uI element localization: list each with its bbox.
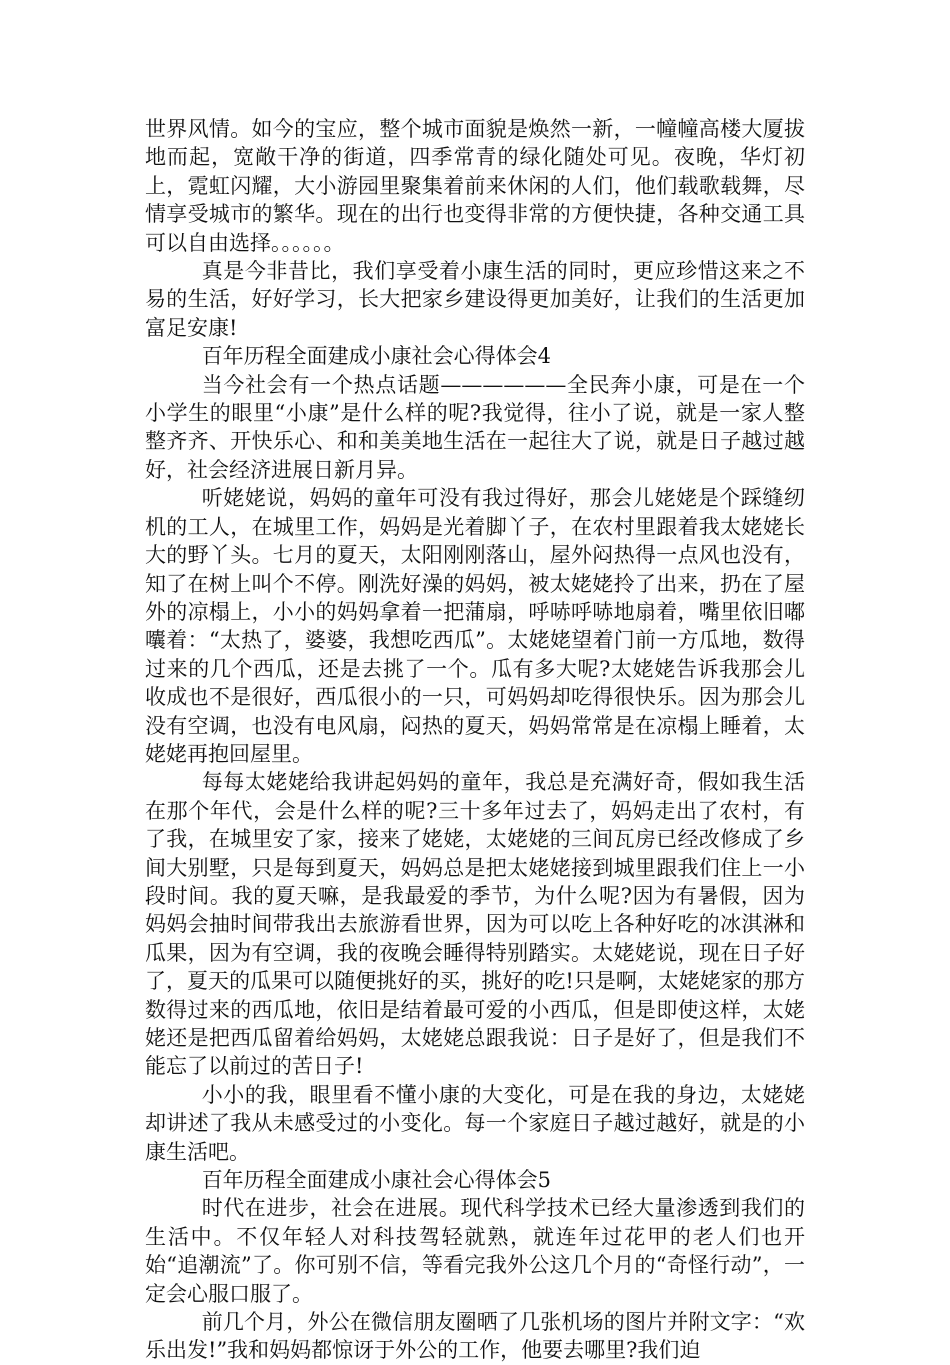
paragraph-mother-childhood: 听姥姥说，妈妈的童年可没有我过得好，那会儿姥姥是个踩缝纫机的工人，在城里工作，妈妈是光着脚丫子，在农村里跟着我太姥姥长大的野丫头。七月的夏天，太阳刚刚落山，屋外闷热得一点风也没有，知了在树上叫个不停。刚洗好澡的妈妈，被太姥姥拎了出来，扔在了屋外的凉榻上，小小的妈妈拿着一把蒲扇，呼哧呼哧地扇着，嘴里依旧嘟囔着：“太热了，婆婆，我想吃西瓜”。太姥姥望着门前一方瓜地，数得过来的几个西瓜，还是去挑了一个。瓜有多大呢?太姥姥告诉我那会儿收成也不是很好，西瓜很小的一只，可妈妈却吃得很快乐。因为那会儿没有空调，也没有电风扇，闷热的夏天，妈妈常常是在凉榻上睡着，太姥姥再抱回屋里。 (145, 486, 805, 766)
paragraph-hot-topic: 当今社会有一个热点话题——————全民奔小康，可是在一个小学生的眼里“小康”是什么样的呢?我觉得，往小了说，就是一家人整整齐齐、开快乐心、和和美美地生活在一起往大了说，就是日子越过越好，社会经济进展日新月异。 (145, 372, 805, 482)
section-heading-5: 百年历程全面建成小康社会心得体会5 (201, 1168, 552, 1193)
document-body (145, 115, 805, 1365)
paragraph-my-summer: 每每太姥姥给我讲起妈妈的童年，我总是充满好奇，假如我生活在那个年代，会是什么样的呢?三十多年过去了，妈妈走出了农村，有了我，在城里安了家，接来了姥姥，太姥姥的三间瓦房已经改修成了乡间大别墅，只是每到夏天，妈妈总是把太姥姥接到城里跟我们住上一小段时间。我的夏天嘛，是我最爱的季节，为什么呢?因为有暑假，因为妈妈会抽时间带我出去旅游看世界，因为可以吃上各种好吃的冰淇淋和瓜果，因为有空调，我的夜晚会睡得特别踏实。太姥姥说，现在日子好了，夏天的瓜果可以随便挑好的买，挑好的吃!只是啊，太姥姥家的那方数得过来的西瓜地，依旧是结着最可爱的小西瓜，但是即使这样，太姥姥还是把西瓜留着给妈妈，太姥姥总跟我说：日子是好了，但是我们不能忘了以前过的苦日子! (145, 770, 805, 1079)
paragraph-times-progress: 时代在进步，社会在进展。现代科学技术已经大量渗透到我们的生活中。不仅年轻人对科技驾轻就熟，就连年过花甲的老人们也开始“追潮流”了。你可别不信，等看完我外公这几个月的“奇怪行动”，一定会心服口服了。 (145, 1196, 805, 1306)
paragraph-small-changes: 小小的我，眼里看不懂小康的大变化，可是在我的身边，太姥姥却讲述了我从未感受过的小变化。每一个家庭日子越过越好，就是的小康生活吧。 (145, 1082, 805, 1164)
section-heading-4: 百年历程全面建成小康社会心得体会4 (201, 344, 552, 369)
paragraph-cherish-life: 真是今非昔比，我们享受着小康生活的同时，更应珍惜这来之不易的生活，好好学习，长大把家乡建设得更加美好，让我们的生活更加富足安康! (145, 259, 805, 340)
paragraph-grandpa-airport: 前几个月，外公在微信朋友圈晒了几张机场的图片并附文字：“欢乐出发!”我和妈妈都惊讶于外公的工作，他要去哪里?我们迫 (145, 1310, 805, 1363)
paragraph-city-scenery: 世界风情。如今的宝应，整个城市面貌是焕然一新，一幢幢高楼大厦拔地而起，宽敞干净的街道，四季常青的绿化随处可见。夜晚，华灯初上，霓虹闪耀，大小游园里聚集着前来休闲的人们，他们载歌载舞，尽情享受城市的繁华。现在的出行也变得非常的方便快捷，各种交通工具可以自由选择。。。。。。 (145, 117, 805, 255)
